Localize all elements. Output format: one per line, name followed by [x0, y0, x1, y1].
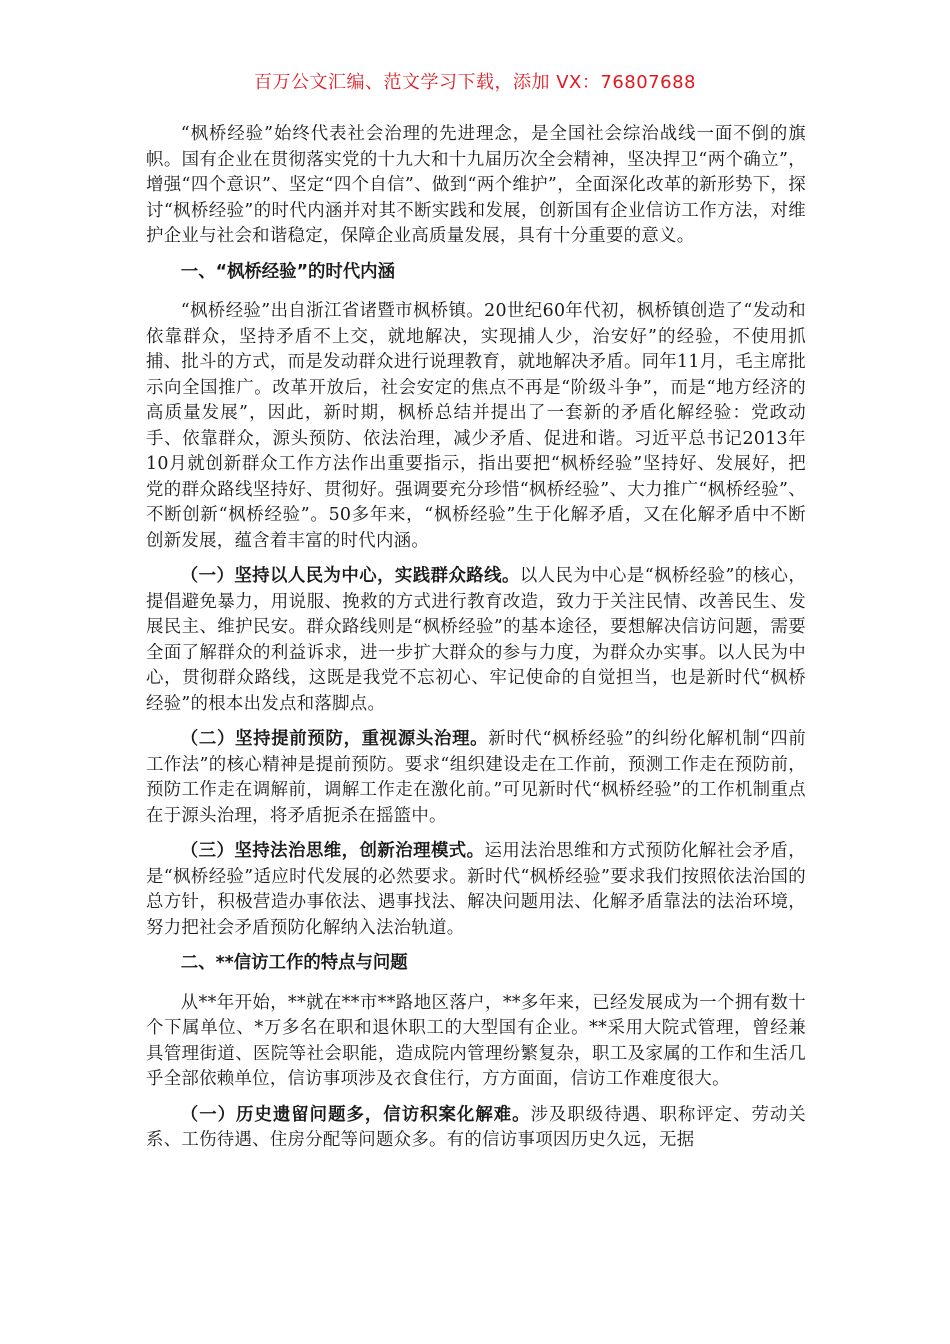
point-lead: （三）坚持法治思维，创新治理模式。	[180, 841, 485, 861]
watermark-header: 百万公文汇编、范文学习下载，添加 VX：76807688	[254, 72, 696, 93]
point-text: 新时代“枫桥经验”的纠纷化解机制“四前工作法”的核心精神是提前预防。要求“组织建设走在工作前，预测工作走在预防前，预防工作走在调解前，调解工作走在激化前。”可见新时代“枫桥经验”的工作机制重点在于源头治理，将矛盾扼杀在摇篮中。	[146, 729, 807, 826]
section-1-heading: 一、“枫桥经验”的时代内涵	[180, 261, 395, 282]
point-lead: （一）历史遗留问题多，信访积案化解难。	[180, 1104, 531, 1125]
section-1-point-2	[146, 727, 806, 829]
point-text: 以人民为中心是“枫桥经验”的核心，提倡避免暴力，用说服、挽救的方式进行教育改造，致力于关注民情、改善民生、发展民主、维护民安。群众路线则是“枫桥经验”的基本途径，要想解决信访问题，需要全面了解群众的利益诉求，进一步扩大群众的参与力度，为群众办实事。以人民为中心，贯彻群众路线，这既是我党不忘初心、牢记使命的自觉担当，也是新时代“枫桥经验”的根本出发点和落脚点。	[146, 566, 807, 714]
section-1-body: “枫桥经验”出自浙江省诸暨市枫桥镇。20世纪60年代初，枫桥镇创造了“发动和依靠群众，坚持矛盾不上交，就地解决，实现捕人少，治安好”的经验，不使用抓捕、批斗的方式，而是发动群众进行说理教育，就地解决矛盾。同年11月，毛主席批示向全国推广。改革开放后，社会安定的焦点不再是“阶级斗争”，而是“地方经济的高质量发展”，因此，新时期，枫桥总结并提出了一套新的矛盾化解经验：党政动手、依靠群众，源头预防、依法治理，减少矛盾、促进和谐。习近平总书记2013年10月就创新群众工作方法作出重要指示，指出要把“枫桥经验”坚持好、发展好，把党的群众路线坚持好、贯彻好。强调要充分珍惜“枫桥经验”、大力推广“枫桥经验”、不断创新“枫桥经验”。50多年来，“枫桥经验”生于化解矛盾，又在化解矛盾中不断创新发展，蕴含着丰富的时代内涵。	[146, 301, 806, 551]
document-body	[146, 122, 806, 1164]
section-1-point-3	[146, 839, 806, 941]
intro-paragraph: “枫桥经验”始终代表社会治理的先进理念，是全国社会综治战线一面不倒的旗帜。国有企业在贯彻落实党的十九大和十九届历次全会精神，坚决捍卫“两个确立”，增强“四个意识”、坚定“四个自信”、做到“两个维护”，全面深化改革的新形势下，探讨“枫桥经验”的时代内涵并对其不断实践和发展，创新国有企业信访工作方法，对维护企业与社会和谐稳定，保障企业高质量发展，具有十分重要的意义。	[146, 124, 806, 246]
section-2-body: 从**年开始，**就在**市**路地区落户，**多年来，已经发展成为一个拥有数十个下属单位、*万多名在职和退休职工的大型国有企业。**采用大院式管理，曾经兼具管理街道、医院等社会职能，造成院内管理纷繁复杂，职工及家属的工作和生活几乎全部依赖单位，信访事项涉及衣食住行，方方面面，信访工作难度很大。	[146, 992, 806, 1089]
section-2-point-1	[146, 1103, 806, 1154]
point-lead: （一）坚持以人民为中心，实践群众路线。	[180, 566, 520, 586]
point-lead: （二）坚持提前预防，重视源头治理。	[180, 729, 489, 749]
point-text: 运用法治思维和方式预防化解社会矛盾，是“枫桥经验”适应时代发展的必然要求。新时代“枫桥经验”要求我们按照依法治国的总方针，积极营造办事依法、遇事找法、解决问题用法、化解矛盾靠法的法治环境，努力把社会矛盾预防化解纳入法治轨道。	[146, 841, 806, 938]
section-2-heading: 二、**信访工作的特点与问题	[180, 953, 408, 973]
point-text: 涉及职级待遇、职称评定、劳动关系、工伤待遇、住房分配等问题众多。有的信访事项因历史久远，无据	[146, 1104, 806, 1150]
section-1-point-1	[146, 564, 806, 717]
